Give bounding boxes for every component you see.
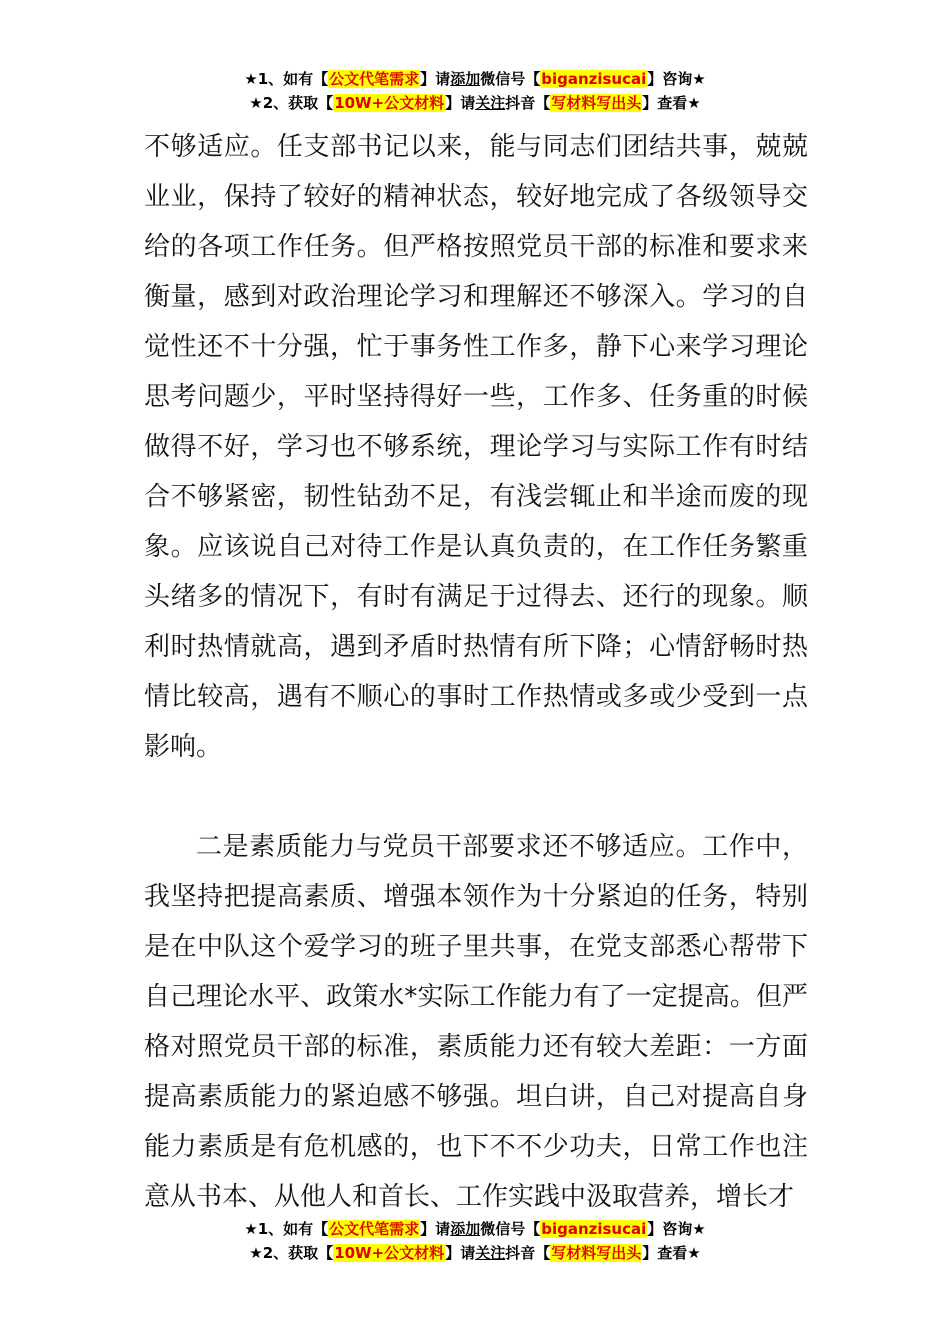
banner-line-1: ★1、如有【公文代笔需求】请添加微信号【biganzisucai】咨询★ [244,70,706,88]
banner-line-2: ★2、获取【10W+公文材料】请关注抖音【写材料写出头】查看★ [249,1244,701,1262]
banner-highlight: 写材料写出头 [551,94,642,112]
banner-highlight: 10W+公文材料 [334,1244,445,1262]
banner-line-2: ★2、获取【10W+公文材料】请关注抖音【写材料写出头】查看★ [249,94,701,112]
footer-banner [0,1217,950,1265]
banner-highlight: biganzisucai [541,70,647,88]
paragraph-1: 不够适应。任支部书记以来，能与同志们团结共事，兢兢业业，保持了较好的精神状态，较好地完成了各级领导交给的各项工作任务。但严格按照党员干部的标准和要求来衡量，感到对政治理论学习和理解还不够深入。学习的自觉性还不十分强，忙于事务性工作多，静下心来学习理论思考问题少，平时坚持得好一些，工作多、任务重的时候做得不好，学习也不够系统，理论学习与实际工作有时结合不够紧密，韧性钻劲不足，有浅尝辄止和半途而废的现象。应该说自己对待工作是认真负责的，在工作任务繁重头绪多的情况下，有时有满足于过得去、还行的现象。顺利时热情就高，遇到矛盾时热情有所下降；心情舒畅时热情比较高，遇有不顺心的事时工作热情或多或少受到一点影响。 [144,132,808,762]
banner-highlight: 写材料写出头 [551,1244,642,1262]
banner-highlight: biganzisucai [541,1220,647,1238]
banner-highlight: 公文代笔需求 [329,1220,420,1238]
paragraph-2: 二是素质能力与党员干部要求还不够适应。工作中，我坚持把提高素质、增强本领作为十分紧迫的任务，特别是在中队这个爱学习的班子里共事，在党支部悉心帮带下自己理论水平、政策水*实际工作能力有了一定提高。但严格对照党员干部的标准，素质能力还有较大差距：一方面提高素质能力的紧迫感不够强。坦白讲，自己对提高自身能力素质是有危机感的，也下不不少功夫，日常工作也注意从书本、从他人和首长、工作实践中汲取营养，增长才 [144,832,808,1212]
paragraph-gap [144,772,808,822]
banner-highlight: 公文代笔需求 [329,70,420,88]
document-body [144,122,808,1222]
banner-highlight: 10W+公文材料 [334,94,445,112]
banner-line-1: ★1、如有【公文代笔需求】请添加微信号【biganzisucai】咨询★ [244,1220,706,1238]
header-banner [0,67,950,115]
